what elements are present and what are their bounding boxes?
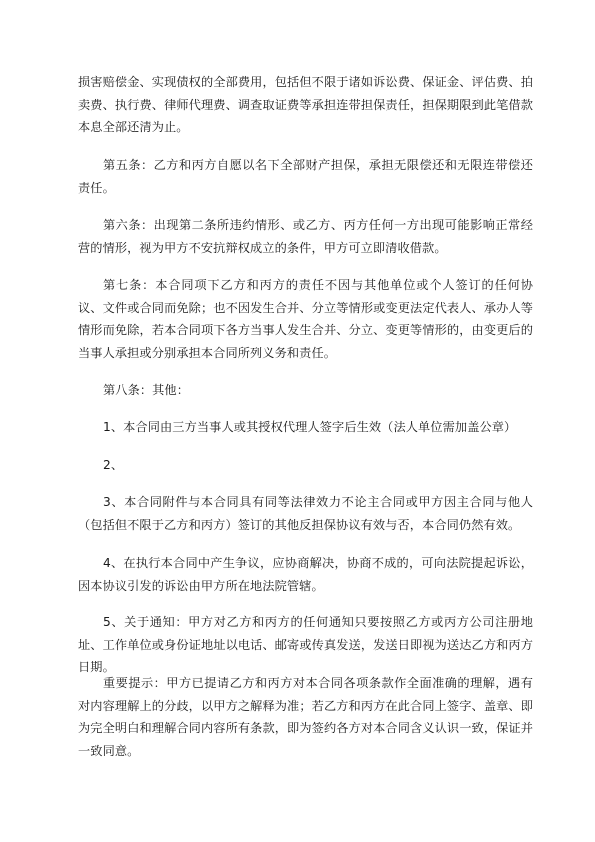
- clause-5-paragraph: 5、关于通知：甲方对乙方和丙方的任何通知只要按照乙方或丙方公司注册地址、工作单位或身份证地址以电话、邮寄或传真发送，发送日即视为送达乙方和丙方日期。: [78, 615, 533, 674]
- article-7-paragraph: 第七条：本合同项下乙方和丙方的责任不因与其他单位或个人签订的任何协议、文件或合同而免除；也不因发生合并、分立等情形或变更法定代表人、承办人等情形而免除，若本合同项下各方当事人发生合并、分立、变更等情形的，由变更后的当事人承担或分别承担本合同所列义务和责任。: [78, 278, 533, 360]
- article-8-heading: 第八条：其他：: [103, 383, 190, 397]
- clause-1-paragraph: 1、本合同由三方当事人或其授权代理人签字后生效（法人单位需加盖公章）: [103, 420, 517, 434]
- important-notice-paragraph: 重要提示：甲方已提请乙方和丙方对本合同各项条款作全面准确的理解，遇有对内容理解上的分歧，以甲方之解释为准；若乙方和丙方在此合同上签字、盖章、即为完全明白和理解合同内容所有条款，即为签约各方对本合同含义认识一致，保证并一致同意。: [78, 676, 533, 758]
- clause-2-paragraph: 2、: [103, 458, 124, 472]
- clause-4-paragraph: 4、在执行本合同中产生争议，应协商解决，协商不成的，可向法院提起诉讼，因本协议引发的诉讼由甲方所在地法院管辖。: [78, 556, 533, 593]
- article-6-paragraph: 第六条：出现第二条所违约情形、或乙方、丙方任何一方出现可能影响正常经营的情形，视为甲方不安抗辩权成立的条件，甲方可立即清收借款。: [78, 218, 533, 255]
- clause-3-paragraph: 3、本合同附件与本合同具有同等法律效力不论主合同或甲方因主合同与他人（包括但不限于乙方和丙方）签订的其他反担保协议有效与否，本合同仍然有效。: [78, 495, 533, 532]
- guarantee-scope-paragraph: 损害赔偿金、实现债权的全部费用，包括但不限于诸如诉讼费、保证金、评估费、拍卖费、执行费、律师代理费、调查取证费等承担连带担保责任，担保期限到此笔借款本息全部还清为止。: [78, 75, 533, 134]
- article-5-paragraph: 第五条：乙方和丙方自愿以名下全部财产担保，承担无限偿还和无限连带偿还责任。: [78, 158, 533, 195]
